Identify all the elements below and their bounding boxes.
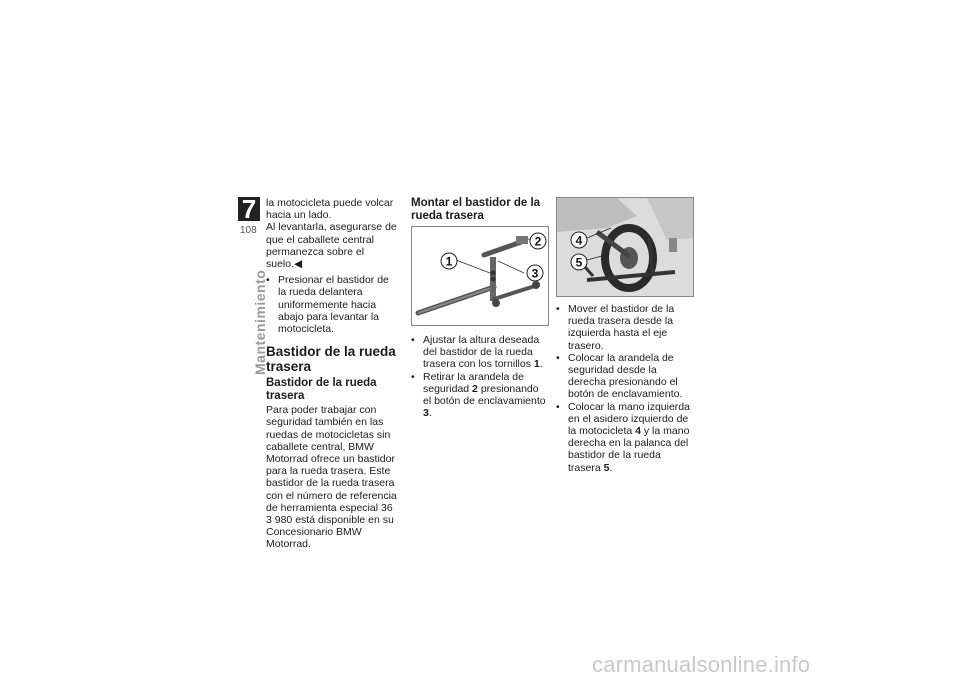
bullet-item: • Colocar la mano izquierda en el asidero izquierdo de la motocicleta 4 y la mano derecha en la palanca del bastidor de la rueda trasera 5. bbox=[556, 401, 696, 474]
rear-stand-illustration bbox=[412, 227, 548, 325]
paragraph: Al levantarla, asegurarse de que el caballete central permanezca sobre el suelo.◀ bbox=[266, 221, 397, 271]
motorcycle-photo-illustration bbox=[557, 198, 693, 296]
section-heading: Bastidor de la rueda trasera bbox=[266, 344, 396, 374]
callout-5: 5 bbox=[575, 255, 583, 270]
bullet-item: • Retirar la arandela de seguridad 2 presionando el botón de enclavamiento 3. bbox=[411, 371, 549, 420]
page-number: 108 bbox=[240, 225, 257, 236]
column-2 bbox=[411, 197, 549, 419]
callout-4: 4 bbox=[575, 233, 583, 248]
bullet-item: • Colocar la arandela de seguridad desde la derecha presionando el botón de enclavamiento. bbox=[556, 352, 696, 401]
chapter-title: Mantenimiento bbox=[252, 269, 268, 375]
watermark: carmanualsonline.info bbox=[592, 652, 811, 677]
bullet-item: • Mover el bastidor de la rueda trasera desde la izquierda hasta el eje trasero. bbox=[556, 303, 696, 352]
callout-1: 1 bbox=[445, 254, 453, 269]
callout-2: 2 bbox=[534, 234, 542, 249]
subsection-heading: Bastidor de la rueda trasera bbox=[266, 377, 377, 402]
chapter-number: 7 bbox=[241, 194, 257, 224]
callout-3: 3 bbox=[531, 266, 539, 281]
subsection-heading: Montar el bastidor de la rueda trasera bbox=[411, 197, 541, 222]
bullet-item: • Ajustar la altura deseada del bastidor de la rueda trasera con los tornillos 1. bbox=[411, 334, 549, 371]
paragraph: Para poder trabajar con seguridad también en las ruedas de motocicletas sin caballete central, BMW Motorrad ofrece un bastidor para la rueda trasera. Este bastidor de la rueda trasera con el número de referencia de herramienta especial 36 3 980 está disponible en su Concesionario BMW Motorrad. bbox=[266, 404, 397, 551]
rear-stand-figure bbox=[411, 226, 549, 326]
column-1 bbox=[266, 197, 398, 551]
paragraph: la motocicleta puede volcar hacia un lado. bbox=[266, 197, 394, 222]
motorcycle-stand-figure bbox=[556, 197, 694, 297]
bullet-item: • Presionar el bastidor de la rueda delantera uniformemente hacia abajo para levantar la motocicleta. bbox=[266, 274, 398, 335]
column-3 bbox=[556, 197, 696, 474]
